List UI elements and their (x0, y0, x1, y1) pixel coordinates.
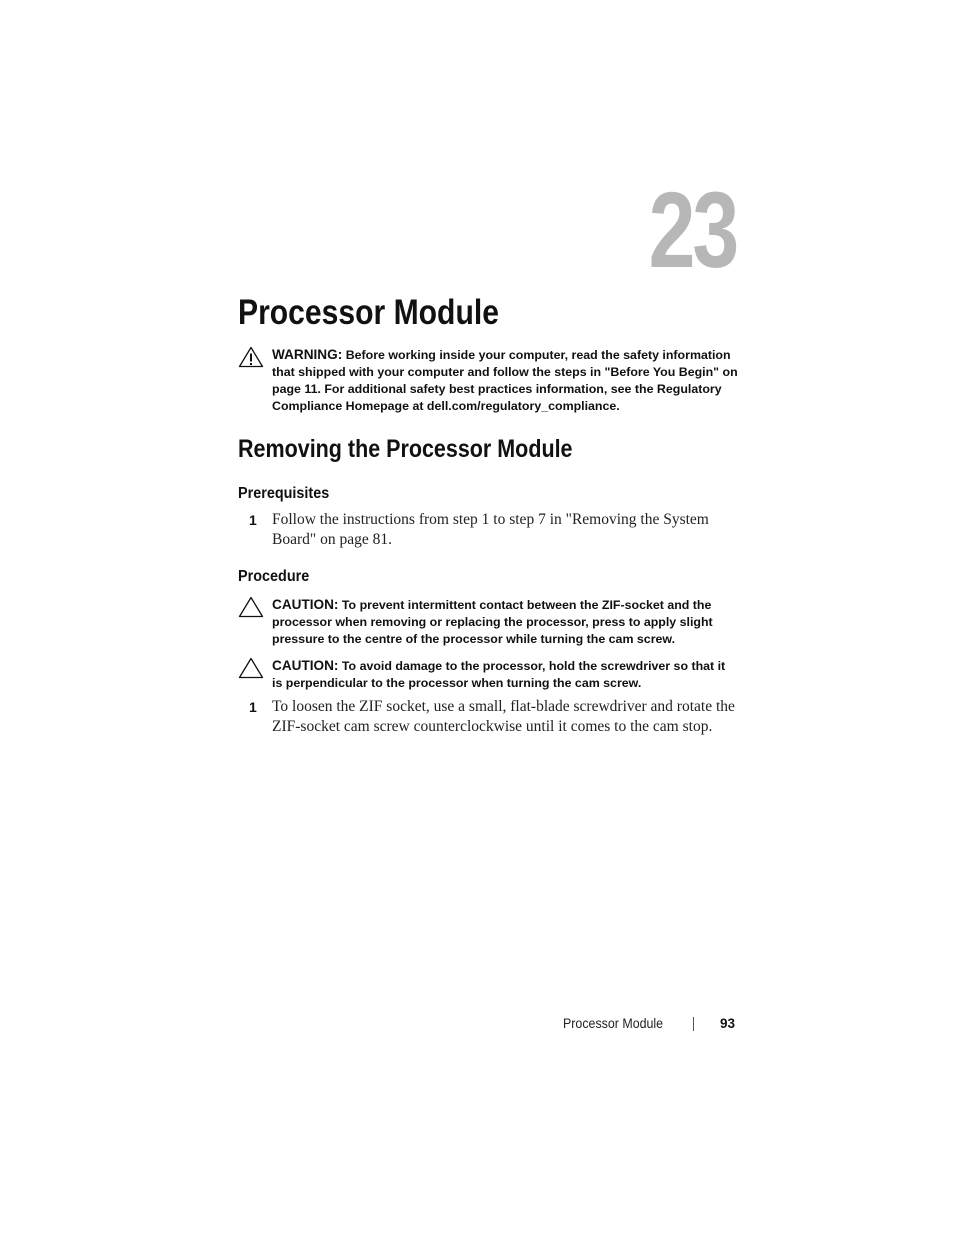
step-number: 1 (249, 699, 257, 715)
footer-title: Processor Module (563, 1016, 664, 1031)
caution-triangle-icon (238, 596, 264, 618)
chapter-number: 23 (648, 169, 736, 290)
prerequisite-step (249, 510, 744, 549)
procedure-heading: Procedure (238, 568, 310, 585)
step-text: To loosen the ZIF socket, use a small, flat-blade screwdriver and rotate the ZIF-socket cam screw counterclockwise until it comes to the cam stop. (272, 698, 735, 735)
caution-triangle-icon (238, 657, 264, 679)
caution-notice (238, 657, 738, 692)
prerequisites-heading: Prerequisites (238, 485, 330, 502)
warning-triangle-icon (238, 346, 264, 368)
procedure-step (249, 697, 744, 736)
caution-body: To prevent intermittent contact between the ZIF-socket and the processor when removing or replacing the processor, press to apply slight pressure to the centre of the processor while turning the cam screw. (272, 598, 713, 646)
caution-notice (238, 596, 738, 648)
chapter-title: Processor Module (238, 293, 499, 332)
warning-notice (238, 346, 738, 415)
caution-text (272, 657, 738, 692)
caution-text (272, 596, 738, 648)
section-title: Removing the Processor Module (238, 435, 573, 463)
page-number: 93 (720, 1016, 736, 1031)
warning-text (272, 346, 738, 415)
warning-body: Before working inside your computer, read the safety information that shipped with your computer and follow the steps in "Before You Begin" on page 11. For additional safety best practices information, see the Regulatory Compliance Homepage at dell.com/regulatory_compliance. (272, 348, 738, 413)
footer-separator (693, 1017, 694, 1031)
step-number: 1 (249, 512, 257, 528)
caution-body: To avoid damage to the processor, hold the screwdriver so that it is perpendicular to the processor when turning the cam screw. (272, 659, 726, 690)
caution-label: CAUTION: (272, 658, 339, 673)
warning-label: WARNING: (272, 347, 343, 362)
caution-label: CAUTION: (272, 597, 339, 612)
step-text: Follow the instructions from step 1 to step 7 in "Removing the System Board" on page 81. (272, 511, 709, 548)
